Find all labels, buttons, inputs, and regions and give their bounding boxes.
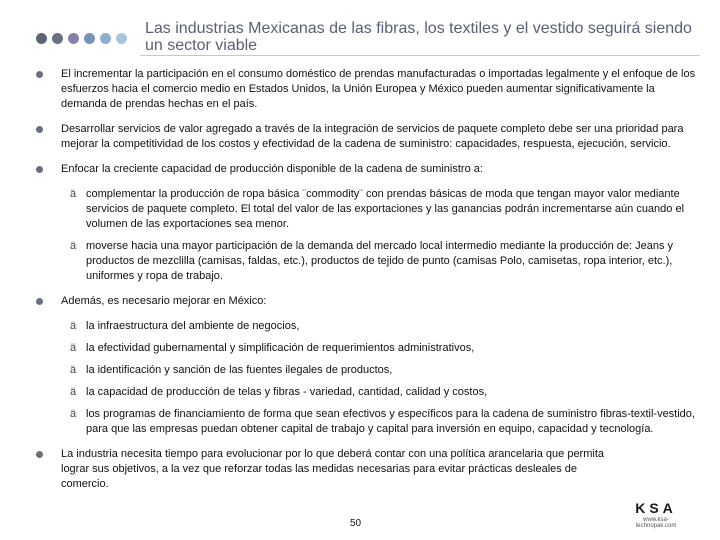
arrow-icon: ä: [70, 408, 77, 420]
bullet-item: Enfocar la creciente capacidad de producción disponible de la cadena de suministro a:: [36, 162, 696, 177]
dot-icon: [116, 33, 127, 44]
ksa-logo: [626, 500, 686, 528]
sub-bullet-text: moverse hacia una mayor participación de la demanda del mercado local intermedio mediante la producción de: Jeans y productos de mezclilla (camisas, faldas, etc.), productos de tejido de punto (camisas Polo, camisetas, ropa interior, etc.), uniformes y ropa de trabajo.: [86, 240, 673, 282]
arrow-icon: ä: [70, 188, 77, 200]
bullet-item: Además, es necesario mejorar en México:: [36, 294, 696, 309]
dot-icon: [84, 33, 95, 44]
sub-bullet-text: la infraestructura del ambiente de negocios,: [86, 320, 300, 332]
sub-bullet-text: los programas de financiamiento de forma que sean efectivos y específicos para la cadena de suministro fibras-textil-vestido, para que las empresas puedan obtener capital de trabajo y capital para inversión en equipo, capacidad y tecnología.: [86, 408, 695, 435]
sub-bullet-text: la identificación y sanción de las fuentes ilegales de productos,: [86, 364, 393, 376]
logo-name: KSA: [635, 500, 677, 516]
sub-bullet-item: [36, 385, 696, 400]
sub-bullet-item: [36, 363, 696, 378]
arrow-icon: ä: [70, 342, 77, 354]
dot-icon: [36, 33, 47, 44]
sub-bullet-item: [36, 407, 696, 437]
dot-icon: [100, 33, 111, 44]
sub-bullet-item: [36, 239, 696, 284]
title-divider: [140, 55, 700, 56]
arrow-icon: ä: [70, 320, 77, 332]
decorative-dots: [36, 33, 136, 47]
sub-bullet-item: [36, 341, 696, 356]
arrow-icon: ä: [70, 364, 77, 376]
bullet-item: La industria necesita tiempo para evolucionar por lo que deberá contar con una política arancelaria que permita lograr sus objetivos, a la vez que reforzar todas las medidas necesarias para evitar prácticas desleales de comercio.: [36, 447, 696, 492]
bullet-item: El incrementar la participación en el consumo doméstico de prendas manufacturadas o importadas legalmente y el enfoque de los esfuerzos hacia el comercio medio en Estados Unidos, la Unión Europea y México pueden aumentar significativamente la demanda de prendas hechas en el país.: [36, 67, 696, 112]
bullet-item: Desarrollar servicios de valor agregado a través de la integración de servicios de paquete completo debe ser una prioridad para mejorar la competitividad de los costos y efectividad de la cadena de suministro: capacidades, respuesta, ejecución, servicio.: [36, 122, 696, 152]
sub-bullet-text: complementar la producción de ropa básica ¨commodity¨ con prendas básicas de moda que tengan mayor valor mediante servicios de paquete completo. El total del valor de las exportaciones y las ganancias podrán incrementarse aún cuando el volumen de las exportaciones sea menor.: [86, 188, 685, 230]
dot-icon: [52, 33, 63, 44]
logo-tagline: www.ksa-technopak.com: [635, 517, 677, 529]
sub-bullet-text: la capacidad de producción de telas y fibras - variedad, cantidad, calidad y costos,: [86, 386, 488, 398]
slide-title: Las industrias Mexicanas de las fibras, los textiles y el vestido seguirá siendo un sector viable: [145, 20, 692, 54]
arrow-icon: ä: [70, 240, 77, 252]
sub-bullet-item: [36, 187, 696, 232]
page-number: 50: [350, 518, 362, 529]
dot-icon: [68, 33, 79, 44]
sub-bullet-item: [36, 319, 696, 334]
arrow-icon: ä: [70, 386, 77, 398]
slide-content: [36, 67, 696, 502]
sub-bullet-text: la efectividad gubernamental y simplificación de requerimientos administrativos,: [86, 342, 475, 354]
